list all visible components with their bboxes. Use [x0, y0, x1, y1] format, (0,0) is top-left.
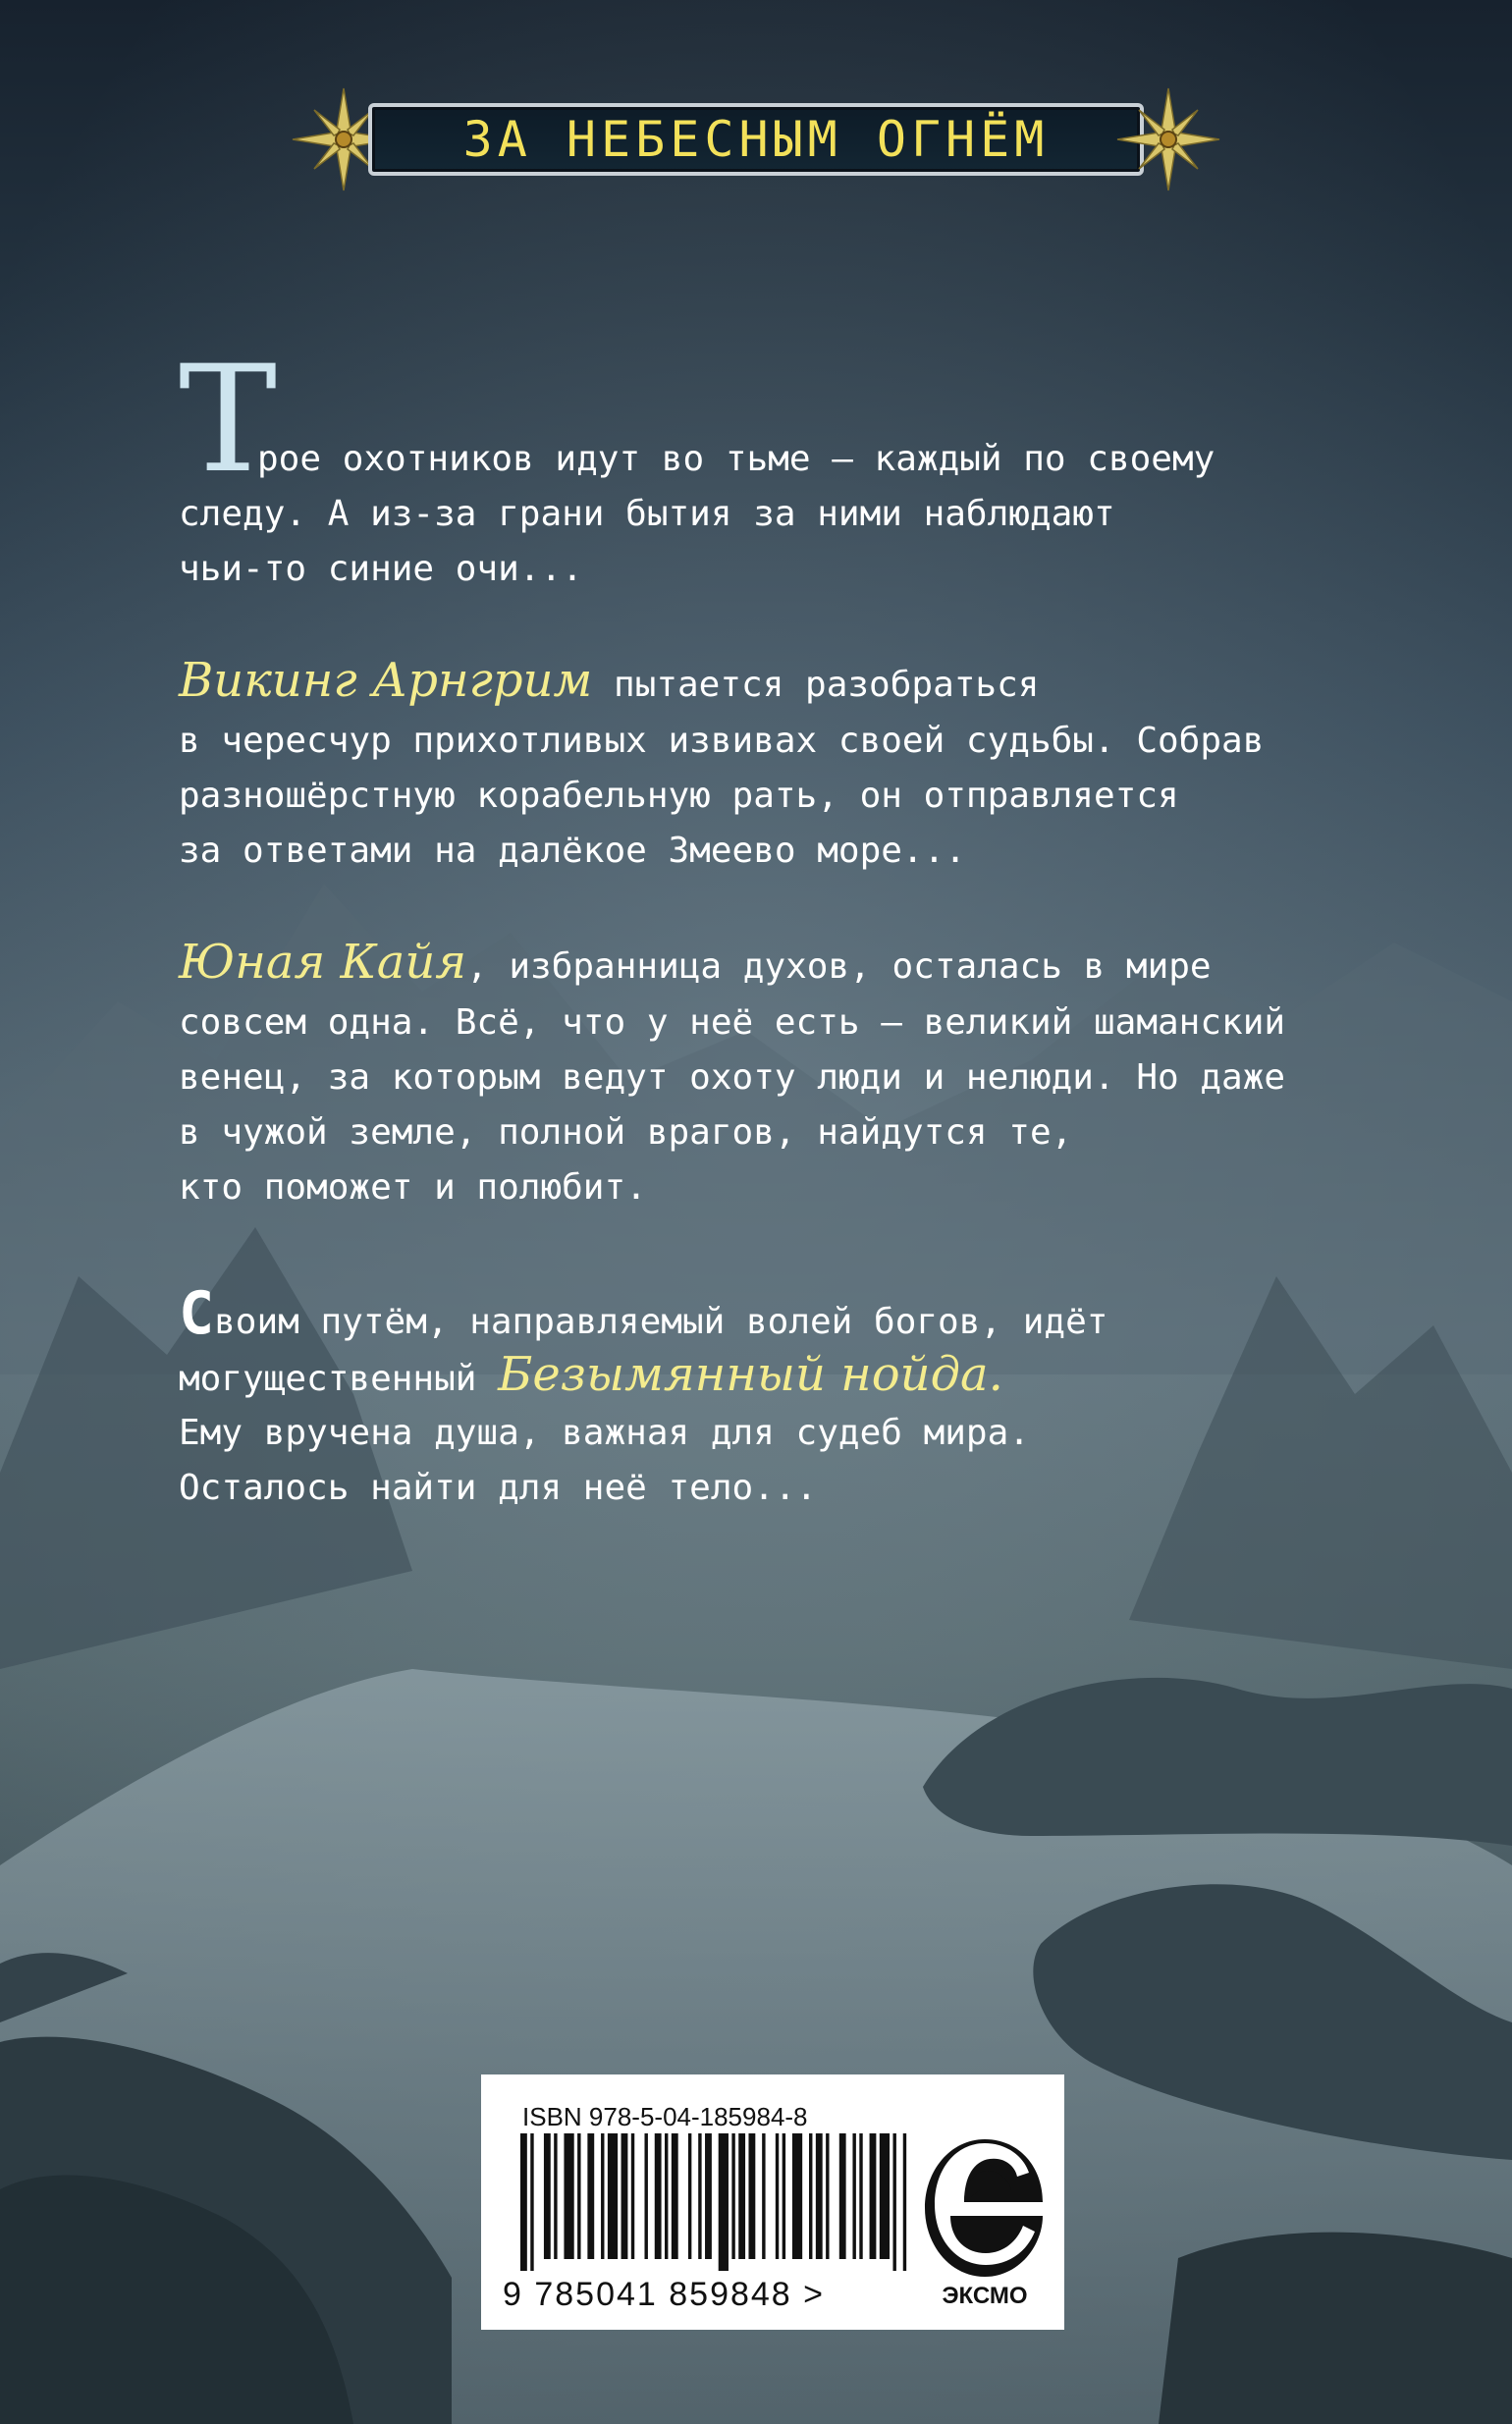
intro-line: рое охотников идут во тьме — каждый по своему: [257, 439, 1215, 479]
barcode-bar: [816, 2133, 823, 2259]
barcode-bar: [688, 2133, 691, 2259]
barcode-panel: [481, 2074, 1064, 2330]
barcode-bar: [608, 2133, 618, 2259]
barcode-bar: [839, 2133, 846, 2259]
barcode-bar: [792, 2133, 802, 2259]
noida-line: Осталось найти для неё тело...: [179, 1468, 818, 1508]
intro-line: следу. А из-за грани бытия за ними наблюдают: [179, 494, 1115, 534]
barcode-bar: [621, 2133, 628, 2259]
publisher-logo-icon: [921, 2133, 1049, 2281]
barcode-bar: [644, 2133, 647, 2259]
noida-line2-pre: могущественный: [179, 1359, 499, 1399]
noida-cap: С: [179, 1279, 215, 1348]
noida-line1-rest: воим путём, направляемый волей богов, идёт: [214, 1302, 1108, 1342]
noida-paragraph: [179, 1279, 1108, 1516]
barcode-bar: [731, 2133, 734, 2259]
kaya-first-line-rest: , избранница духов, осталась в мире: [466, 946, 1212, 987]
viking-line: в чересчур прихотливых извивах своей судьбы. Собрав: [179, 721, 1265, 761]
barcode-bar: [530, 2133, 533, 2271]
barcode-bar: [655, 2133, 662, 2259]
kaya-paragraph: [179, 935, 1285, 1215]
barcode-bar: [587, 2133, 594, 2259]
kaya-first-line: [179, 935, 1285, 996]
barcode-bar: [748, 2133, 755, 2259]
kaya-line: венец, за которым ведут охоту люди и нелюди. Но даже: [179, 1057, 1286, 1098]
barcode-bar: [762, 2133, 765, 2259]
kaya-line: совсем одна. Всё, что у неё есть — великий шаманский: [179, 1002, 1286, 1043]
barcode-bar: [577, 2133, 580, 2259]
viking-line: разношёрстную корабельную рать, он отправляется: [179, 776, 1179, 816]
barcode-bar: [892, 2133, 895, 2271]
viking-first-line: [179, 653, 1264, 714]
barcode-bar: [544, 2133, 551, 2259]
noida-first-line: [179, 1279, 1108, 1348]
barcode-bar: [672, 2133, 678, 2259]
barcode-bar: [554, 2133, 557, 2259]
series-banner: [290, 103, 1222, 176]
viking-name-highlight: Викинг Арнгрим: [179, 653, 593, 708]
barcode-bar: [719, 2133, 729, 2271]
publisher-name: ЭКСМО: [942, 2283, 1028, 2309]
viking-paragraph: [179, 653, 1264, 879]
noida-line: Ему вручена душа, важная для судеб мира.: [179, 1413, 1030, 1453]
series-title: ЗА НЕБЕСНЫМ ОГНЁМ: [462, 111, 1050, 168]
kaya-line: в чужой земле, полной врагов, найдутся те,: [179, 1112, 1073, 1153]
barcode-bars: [520, 2133, 913, 2271]
barcode-bar: [809, 2133, 812, 2259]
barcode-bar: [665, 2133, 668, 2259]
viking-line: за ответами на далёкое Змеево море...: [179, 831, 966, 871]
barcode-bar: [903, 2133, 906, 2271]
kaya-line: кто поможет и полюбит.: [179, 1167, 647, 1208]
barcode-bar: [826, 2133, 829, 2259]
star-ornament-icon: [1114, 85, 1222, 193]
intro-line: чьи-то синие очи...: [179, 549, 583, 589]
noida-second-line: [179, 1347, 1107, 1406]
barcode-bar: [776, 2133, 779, 2259]
barcode-bar: [783, 2133, 785, 2259]
noida-name-highlight: Безымянный нойда.: [498, 1347, 1003, 1402]
barcode-bar: [520, 2133, 527, 2271]
intro-paragraph: [257, 432, 1215, 487]
barcode-bar: [631, 2133, 634, 2259]
barcode-number: 9 785041 859848 >: [503, 2276, 826, 2313]
barcode-bar: [880, 2133, 890, 2259]
barcode-bar: [738, 2133, 745, 2259]
barcode-bar: [859, 2133, 862, 2259]
intro-paragraph-cont: [179, 487, 1115, 597]
barcode-bar: [564, 2133, 573, 2259]
barcode-bar: [705, 2133, 712, 2259]
series-title-box: [368, 103, 1144, 176]
barcode-bar: [698, 2133, 701, 2259]
barcode-bar: [870, 2133, 877, 2259]
viking-first-line-rest: пытается разобраться: [592, 665, 1040, 705]
intro-dropcap: Т: [179, 335, 278, 506]
isbn-label: ISBN 978-5-04-185984-8: [522, 2102, 808, 2131]
barcode-bar: [852, 2133, 855, 2259]
kaya-name-highlight: Юная Кайя: [179, 935, 467, 990]
barcode-bar: [601, 2133, 604, 2259]
